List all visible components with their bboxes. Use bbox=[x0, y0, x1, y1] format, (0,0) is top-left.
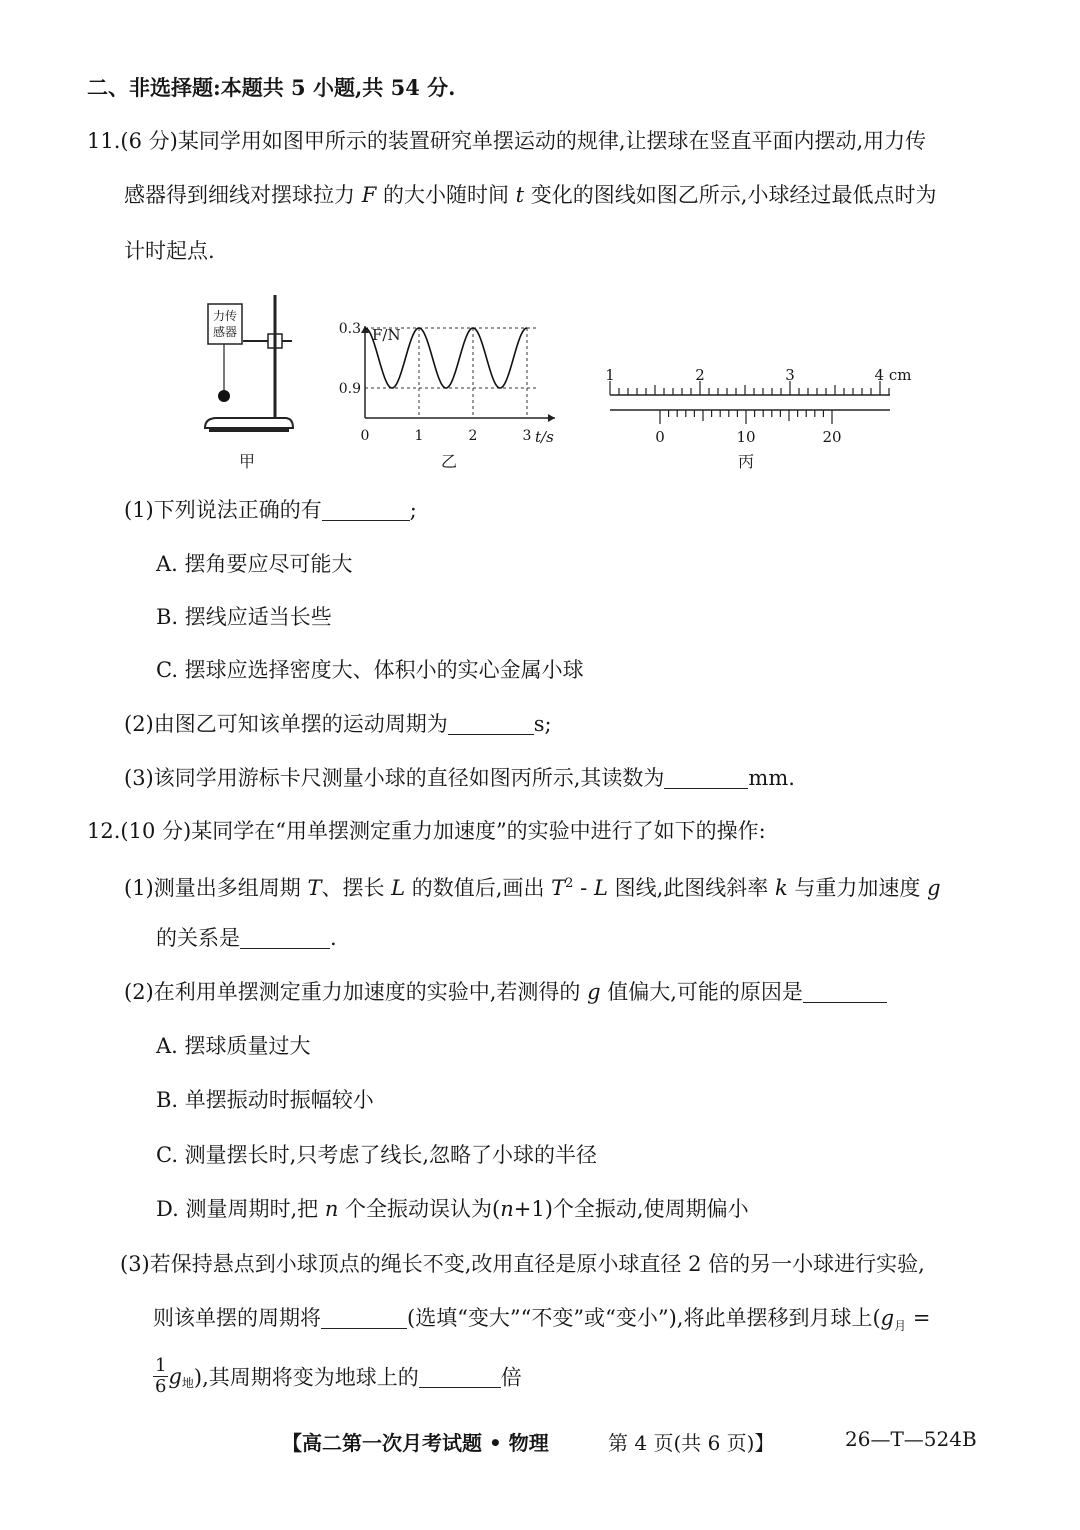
q11-sub1-end: ; bbox=[409, 498, 417, 522]
q11-sub3-unit: mm. bbox=[748, 766, 795, 790]
q12-sub2-a: (2)在利用单摆测定重力加速度的实验中,若测得的 bbox=[124, 980, 581, 1004]
q11-score: (6 分) bbox=[120, 129, 178, 153]
q12-option-c: C. 测量摆长时,只考虑了线长,忽略了小球的半径 bbox=[156, 1143, 598, 1167]
q11-stem-text2b: 的大小随时间 bbox=[382, 183, 509, 207]
q12-L2: L bbox=[593, 876, 608, 900]
q12-sub2-var-g: g bbox=[587, 980, 601, 1004]
figure-jia-apparatus bbox=[195, 290, 305, 440]
q12-T2-sup: 2 bbox=[565, 876, 574, 891]
q11-stem-line3: 计时起点. bbox=[124, 239, 215, 263]
q12-var-L: L bbox=[391, 876, 406, 900]
q11-sub2-blank[interactable] bbox=[448, 712, 534, 735]
vernier-label-0: 0 bbox=[655, 428, 665, 446]
q11-stem-text2a: 感器得到细线对摆球拉力 bbox=[124, 183, 355, 207]
stand-base bbox=[205, 418, 293, 428]
q12-score: (10 分) bbox=[120, 819, 192, 843]
q12-sub1-end: . bbox=[330, 926, 337, 950]
q11-sub3-text: (3)该同学用游标卡尺测量小球的直径如图丙所示,其读数为 bbox=[124, 766, 665, 790]
section-header: 二、非选择题:本题共 5 小题,共 54 分. bbox=[87, 75, 456, 100]
q12-stem bbox=[87, 816, 766, 846]
q11-sub2-text: (2)由图乙可知该单摆的运动周期为 bbox=[124, 712, 448, 736]
q12-sub1-f: 与重力加速度 bbox=[794, 876, 921, 900]
main-label-2: 2 bbox=[695, 366, 705, 384]
pendulum-bob bbox=[218, 390, 230, 402]
main-label-1: 1 bbox=[605, 366, 615, 384]
q11-var-F: F bbox=[361, 183, 377, 207]
q12-sub3-line1: (3)若保持悬点到小球顶点的绳长不变,改用直径是原小球直径 2 倍的另一小球进行实验, bbox=[120, 1252, 925, 1276]
figure-yi-chart bbox=[330, 318, 565, 448]
sensor-text-1: 力传 bbox=[212, 309, 238, 323]
q12-option-b: B. 单摆振动时振幅较小 bbox=[156, 1088, 374, 1112]
q12-optd-a: D. 测量周期时,把 bbox=[156, 1197, 319, 1221]
q12-sub3-earth: 地 bbox=[181, 1376, 194, 1391]
q11-sub3 bbox=[124, 763, 795, 793]
q12-sub1-line2 bbox=[156, 923, 337, 953]
q12-sub1-b: 、摆长 bbox=[321, 876, 385, 900]
figure-bing-label: 丙 bbox=[738, 452, 755, 471]
fraction bbox=[153, 1356, 168, 1397]
q11-number: 11. bbox=[87, 129, 121, 153]
q12-optd-c: +1)个全振动,使周期偏小 bbox=[513, 1197, 749, 1221]
figure-yi-label: 乙 bbox=[441, 452, 458, 471]
q12-T2: T bbox=[551, 876, 566, 900]
q12-sub3-g-earth: g bbox=[168, 1364, 182, 1389]
q12-sub3-2b: (选填“变大”“不变”或“变小”),将此单摆移到月球上( bbox=[407, 1306, 881, 1330]
q12-sub1-a: (1)测量出多组周期 bbox=[124, 876, 301, 900]
fraction-numerator: 1 bbox=[155, 1355, 167, 1376]
q11-stem-line1 bbox=[87, 126, 926, 156]
footer-page: 第 4 页(共 6 页)】 bbox=[608, 1431, 775, 1455]
fraction-denominator: 6 bbox=[155, 1376, 167, 1397]
footer-code: 26—T—524B bbox=[845, 1427, 977, 1451]
q11-option-c: C. 摆球应选择密度大、体积小的实心金属小球 bbox=[156, 658, 584, 682]
q11-sub1-text: (1)下列说法正确的有 bbox=[124, 498, 322, 522]
x-tick-label-3: 3 bbox=[522, 428, 532, 444]
main-label-3: 3 bbox=[785, 366, 795, 384]
q12-option-a: A. 摆球质量过大 bbox=[156, 1034, 311, 1058]
q12-sub1-line1 bbox=[124, 869, 941, 903]
q12-optd-n: n bbox=[324, 1197, 339, 1221]
q12-stem-text: 某同学在“用单摆测定重力加速度”的实验中进行了如下的操作: bbox=[191, 819, 766, 843]
q11-sub1-blank[interactable] bbox=[322, 498, 410, 521]
vernier-label-20: 20 bbox=[822, 428, 842, 446]
q12-sub3-2a: 则该单摆的周期将 bbox=[153, 1306, 321, 1330]
vernier-label-10: 10 bbox=[736, 428, 756, 446]
figure-jia-label: 甲 bbox=[239, 452, 256, 471]
q11-var-t: t bbox=[515, 183, 525, 207]
q12-var-T: T bbox=[307, 876, 322, 900]
y-axis-label: F/N bbox=[372, 326, 401, 344]
q12-sub3-blank1[interactable] bbox=[321, 1306, 407, 1329]
q12-sub2 bbox=[124, 977, 887, 1007]
x-tick-label-1: 1 bbox=[414, 428, 424, 444]
q12-sub3-line3 bbox=[153, 1356, 522, 1397]
footer-title: 【高二第一次月考试题 • 物理 bbox=[282, 1431, 549, 1455]
q11-sub2 bbox=[124, 709, 552, 739]
q12-var-g: g bbox=[927, 876, 941, 900]
q12-number: 12. bbox=[87, 819, 121, 843]
x-axis-label: t/s bbox=[535, 428, 554, 446]
q11-option-a: A. 摆角要应尽可能大 bbox=[156, 552, 353, 576]
q12-sub3-3b: ),其周期将变为地球上的 bbox=[193, 1365, 419, 1390]
q11-stem-line2 bbox=[124, 180, 936, 210]
q12-sub3-line2 bbox=[153, 1303, 930, 1341]
q11-sub1 bbox=[124, 495, 417, 525]
q11-sub2-unit: s; bbox=[533, 712, 552, 736]
q12-sub2-blank[interactable] bbox=[803, 980, 887, 1003]
q12-minus: - bbox=[580, 876, 588, 900]
q12-sub3-g-moon: g bbox=[880, 1306, 895, 1330]
q12-sub1-c: 的数值后,画出 bbox=[411, 876, 545, 900]
q12-optd-n2: n bbox=[500, 1197, 514, 1221]
q12-sub3-3c: 倍 bbox=[500, 1365, 522, 1390]
sensor-text-2: 感器 bbox=[212, 325, 238, 339]
main-label-4: 4 cm bbox=[874, 366, 912, 384]
q12-sub1-blank[interactable] bbox=[240, 926, 330, 949]
q11-option-b: B. 摆线应适当长些 bbox=[156, 605, 332, 629]
q12-sub1-e: 图线,此图线斜率 bbox=[614, 876, 769, 900]
q12-optd-b: 个全振动误认为( bbox=[345, 1197, 501, 1221]
q11-stem-text2c: 变化的图线如图乙所示,小球经过最低点时为 bbox=[530, 183, 937, 207]
q12-sub3-eq: = bbox=[912, 1306, 931, 1330]
x-tick-label-0: 0 bbox=[360, 428, 370, 444]
x-tick-label-2: 2 bbox=[468, 428, 478, 444]
q12-sub3-blank2[interactable] bbox=[419, 1365, 501, 1388]
q12-sub1-g: 的关系是 bbox=[156, 926, 240, 950]
y-tick-label-0: 0.9 bbox=[338, 381, 361, 397]
figure-bing-vernier bbox=[600, 360, 912, 450]
q12-sub2-b: 值偏大,可能的原因是 bbox=[607, 980, 803, 1004]
q11-stem-text1: 某同学用如图甲所示的装置研究单摆运动的规律,让摆球在竖直平面内摆动,用力传 bbox=[177, 129, 927, 153]
q12-sub3-moon: 月 bbox=[894, 1319, 907, 1334]
q12-var-k: k bbox=[774, 876, 788, 900]
q11-sub3-blank[interactable] bbox=[664, 766, 748, 789]
q12-option-d bbox=[156, 1194, 749, 1224]
y-tick-label-1: 0.3 bbox=[338, 321, 361, 337]
